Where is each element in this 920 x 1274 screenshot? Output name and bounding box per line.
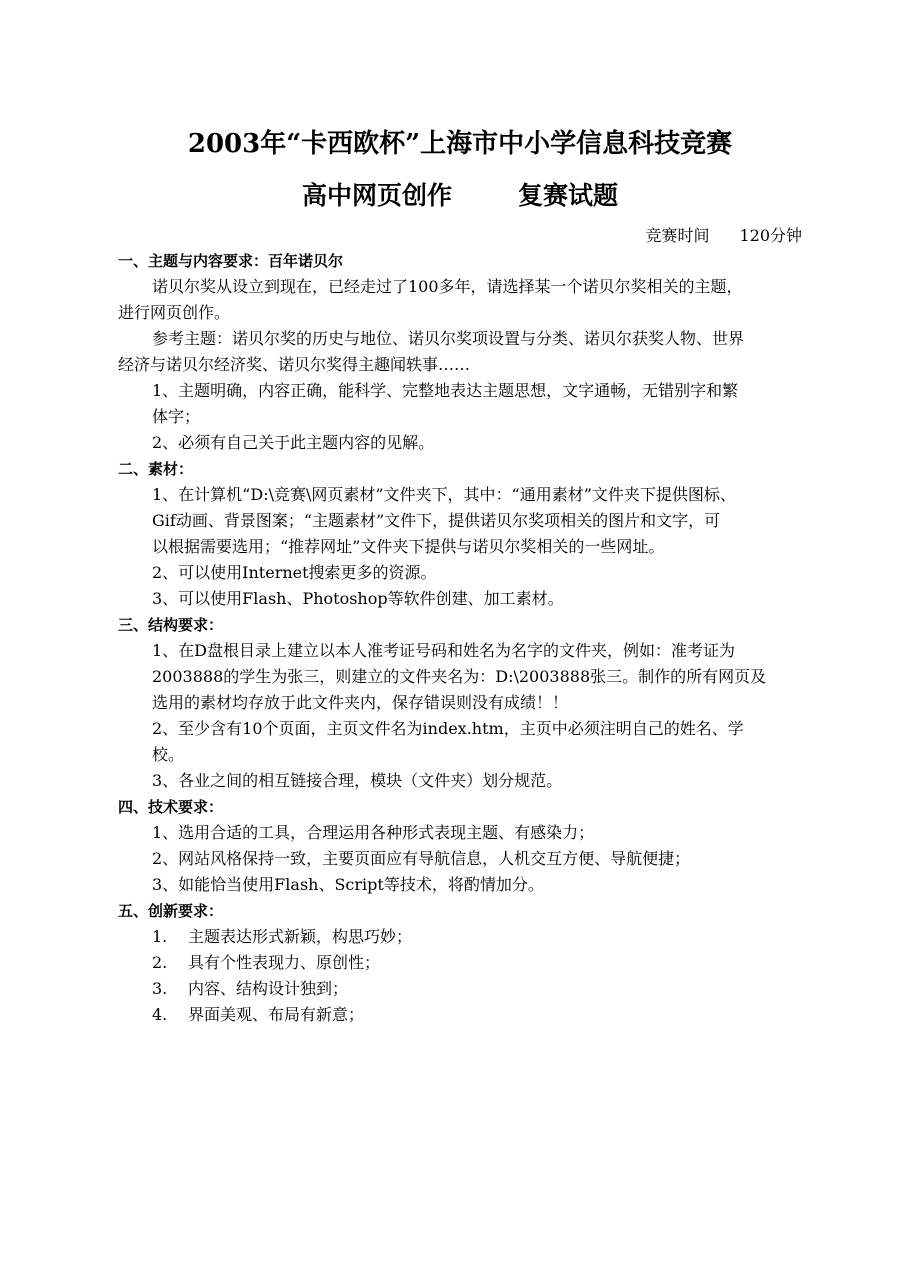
paragraph-line: 1、在D盘根目录上建立以本人准考证号码和姓名为名字的文件夹，例如：准考证为 [152, 641, 736, 660]
paragraph-line: 校。 [152, 745, 185, 764]
paragraph-line: 2、可以使用Internet搜索更多的资源。 [152, 563, 437, 582]
exam-time-value: 120分钟 [739, 226, 802, 245]
paragraph-line: 参考主题：诺贝尔奖的历史与地位、诺贝尔奖项设置与分类、诺贝尔获奖人物、世界 [152, 329, 745, 348]
list-item-text: 内容、结构设计独到； [188, 979, 349, 998]
section-heading-theme: 一、主题与内容要求：百年诺贝尔 [118, 252, 344, 270]
list-item-text: 主题表达形式新颖，构思巧妙； [188, 927, 413, 946]
section-heading-structure: 三、结构要求： [118, 616, 224, 634]
list-item-number: 1. [152, 927, 168, 946]
list-item-text: 具有个性表现力、原创性； [188, 953, 381, 972]
subtitle-type: 复赛试题 [518, 181, 619, 210]
list-item [118, 924, 818, 950]
paragraph-line: 3、各业之间的相互链接合理，模块（文件夹）划分规范。 [152, 771, 563, 790]
paragraph-line: 诺贝尔奖从设立到现在，已经走过了100多年，请选择某一个诺贝尔奖相关的主题， [152, 277, 743, 296]
list-item-number: 2. [152, 953, 168, 972]
list-item-text: 界面美观、布局有新意； [188, 1005, 365, 1024]
paragraph-line: 体字； [152, 407, 201, 426]
paragraph-line: 2、至少含有10个页面，主页文件名为index.htm，主页中必须注明自己的姓名、学 [152, 719, 744, 738]
subtitle-category: 高中网页创作 [301, 181, 452, 210]
paragraph-line: 进行网页创作。 [118, 303, 231, 322]
section-heading-technical: 四、技术要求： [118, 798, 224, 816]
section-heading-materials: 二、素材： [118, 460, 194, 478]
exam-time [645, 224, 802, 248]
paragraph-line: 1、在计算机“D:\竞赛\网页素材”文件夹下，其中：“通用素材”文件夹下提供图标、 [152, 485, 736, 504]
paragraph-line: 1、选用合适的工具，合理运用各种形式表现主题、有感染力； [152, 823, 595, 842]
list-item-number: 3. [152, 979, 168, 998]
paragraph-line: 2003888的学生为张三，则建立的文件夹名为：D:\2003888张三。制作的所有网页及 [152, 667, 767, 686]
list-item [118, 950, 818, 976]
paragraph-line: 经济与诺贝尔经济奖、诺贝尔奖得主趣闻轶事…… [118, 355, 471, 374]
exam-time-label: 竞赛时间 [645, 226, 710, 245]
list-item-number: 4. [152, 1005, 168, 1024]
document-subtitle [0, 180, 920, 212]
paragraph-line: 3、如能恰当使用Flash、Script等技术，将酌情加分。 [152, 875, 544, 894]
section-heading-innovation: 五、创新要求： [118, 902, 224, 920]
paragraph-line: 选用的素材均存放于此文件夹内，保存错误则没有成绩！！ [152, 693, 569, 712]
list-item [118, 976, 818, 1002]
paragraph-line: Gif动画、背景图案；“主题素材”文件下，提供诺贝尔奖项相关的图片和文字，可 [152, 511, 721, 530]
document-body [118, 248, 818, 1028]
paragraph-line: 2、网站风格保持一致，主要页面应有导航信息，人机交互方便、导航便捷； [152, 849, 691, 868]
paragraph-line: 3、可以使用Flash、Photoshop等软件创建、加工素材。 [152, 589, 564, 608]
list-item [118, 1002, 818, 1028]
document-title: 2003年“卡西欧杯”上海市中小学信息科技竞赛 [187, 129, 733, 159]
paragraph-line: 1、主题明确，内容正确，能科学、完整地表达主题思想，文字通畅，无错别字和繁 [152, 381, 739, 400]
paragraph-line: 2、必须有自己关于此主题内容的见解。 [152, 433, 435, 452]
paragraph-line: 以根据需要选用；“推荐网址”文件夹下提供与诺贝尔奖相关的一些网址。 [152, 537, 665, 556]
